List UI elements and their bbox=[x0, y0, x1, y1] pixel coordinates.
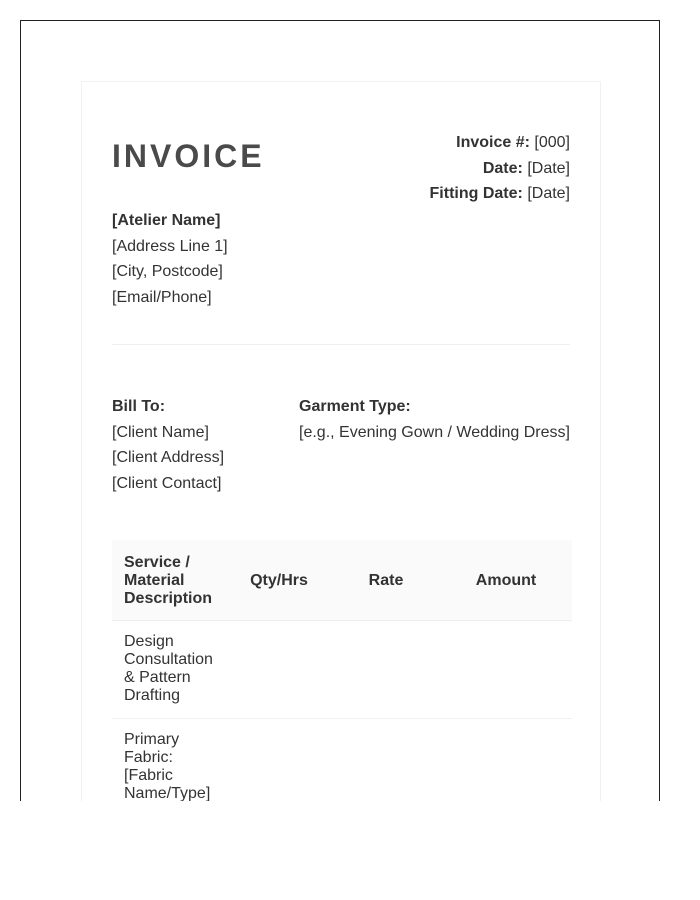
atelier-city: [City, Postcode] bbox=[112, 263, 223, 280]
row-amount bbox=[440, 719, 572, 802]
row-amount bbox=[440, 621, 572, 719]
invoice-title: INVOICE bbox=[112, 138, 265, 174]
table-row bbox=[112, 719, 572, 802]
section-divider bbox=[112, 344, 570, 345]
meta-label: Fitting Date: bbox=[429, 185, 523, 202]
atelier-name: [Atelier Name] bbox=[112, 212, 221, 229]
invoice-meta bbox=[430, 130, 570, 207]
invoice-page bbox=[81, 81, 601, 801]
table-row bbox=[112, 621, 572, 719]
client-name: [Client Name] bbox=[112, 423, 209, 441]
header-qty: Qty/Hrs bbox=[226, 540, 332, 621]
header-rate: Rate bbox=[332, 540, 440, 621]
meta-label: Date: bbox=[482, 159, 523, 177]
items-table bbox=[112, 540, 572, 801]
document-viewport bbox=[20, 20, 660, 801]
meta-value: [000] bbox=[534, 134, 570, 151]
garment-value: [e.g., Evening Gown / Wedding Dress] bbox=[299, 423, 570, 441]
garment-section bbox=[299, 394, 570, 445]
atelier-address: [Address Line 1] bbox=[112, 237, 228, 255]
row-qty bbox=[226, 719, 332, 802]
atelier-details bbox=[112, 208, 228, 310]
fitting-date-line bbox=[430, 181, 570, 207]
table-header-row bbox=[112, 540, 572, 621]
row-qty bbox=[226, 621, 332, 719]
client-contact: [Client Contact] bbox=[112, 474, 222, 492]
bill-to-label: Bill To: bbox=[112, 398, 166, 415]
invoice-number-line bbox=[430, 130, 570, 156]
meta-label: Invoice #: bbox=[456, 134, 530, 151]
atelier-contact: [Email/Phone] bbox=[112, 288, 212, 306]
garment-label: Garment Type: bbox=[299, 398, 411, 415]
row-description: Design Consultation & Pattern Drafting bbox=[112, 621, 226, 719]
invoice-date-line bbox=[430, 156, 570, 182]
meta-value: [Date] bbox=[527, 159, 570, 177]
bill-to-section bbox=[112, 394, 224, 496]
row-rate bbox=[332, 621, 440, 719]
header-amount: Amount bbox=[440, 540, 572, 621]
header-description: Service / Material Description bbox=[112, 540, 226, 621]
row-description: Primary Fabric: [Fabric Name/Type] bbox=[112, 719, 226, 802]
client-address: [Client Address] bbox=[112, 449, 225, 466]
row-rate bbox=[332, 719, 440, 802]
meta-value: [Date] bbox=[527, 185, 570, 202]
